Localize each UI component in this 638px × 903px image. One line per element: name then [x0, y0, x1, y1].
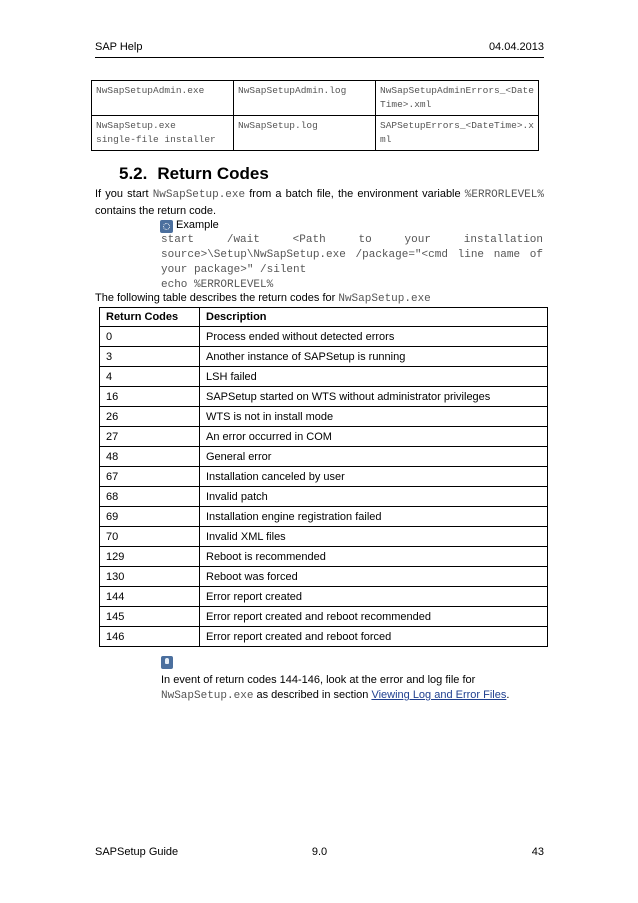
- column-header: Description: [200, 308, 548, 327]
- return-code-cell: 129: [100, 547, 200, 567]
- example-label: Example: [176, 219, 219, 231]
- return-code-cell: 70: [100, 527, 200, 547]
- table-row: [92, 116, 539, 151]
- code-line: your package>" /silent: [161, 264, 307, 276]
- table-row: [100, 487, 548, 507]
- description-cell: Invalid XML files: [200, 527, 548, 547]
- table-row: [100, 467, 548, 487]
- return-code-cell: 4: [100, 367, 200, 387]
- table-cell: [376, 81, 539, 116]
- return-code-cell: 3: [100, 347, 200, 367]
- description-cell: WTS is not in install mode: [200, 407, 548, 427]
- table-row: [100, 447, 548, 467]
- description-cell: Reboot is recommended: [200, 547, 548, 567]
- example-icon: [160, 220, 173, 233]
- table-cell: NwSapSetup.log: [234, 116, 376, 151]
- return-code-cell: 16: [100, 387, 200, 407]
- inline-code: NwSapSetup.exe: [161, 690, 254, 702]
- note-paragraph: [161, 673, 544, 704]
- return-code-cell: 26: [100, 407, 200, 427]
- description-cell: General error: [200, 447, 548, 467]
- return-code-cell: 67: [100, 467, 200, 487]
- code-line: source>\Setup\NwSapSetup.exe /package="<cmd line name of: [161, 249, 543, 261]
- footer-doc-title: SAPSetup Guide: [95, 846, 179, 858]
- table-row: [100, 387, 548, 407]
- table-cell: [376, 116, 539, 151]
- description-cell: An error occurred in COM: [200, 427, 548, 447]
- table-row: [100, 527, 548, 547]
- return-code-cell: 48: [100, 447, 200, 467]
- table-row: [100, 507, 548, 527]
- return-code-cell: 27: [100, 427, 200, 447]
- table-header-row: [100, 308, 548, 327]
- code-line: echo %ERRORLEVEL%: [161, 279, 274, 291]
- table-intro-text: The following table describes the return codes for: [95, 292, 339, 304]
- inline-code: NwSapSetup.exe: [152, 189, 246, 201]
- description-cell: SAPSetup started on WTS without administrator privileges: [200, 387, 548, 407]
- column-header: Return Codes: [100, 308, 200, 327]
- description-cell: Error report created and reboot recommended: [200, 607, 548, 627]
- header-title: SAP Help: [95, 41, 143, 53]
- table-cell: NwSapSetup.exe single-file installer: [92, 116, 234, 151]
- note-text: .: [506, 689, 510, 701]
- table-cell: NwSapSetupAdmin.log: [234, 81, 376, 116]
- page-header: [95, 41, 544, 58]
- files-table: [91, 80, 539, 151]
- footer-version: 9.0: [311, 846, 328, 858]
- note-text: In event of return codes 144-146, look at the error and log file for: [161, 674, 476, 686]
- description-cell: Error report created: [200, 587, 548, 607]
- inline-code: %ERRORLEVEL%: [464, 189, 544, 201]
- description-cell: Error report created and reboot forced: [200, 627, 548, 647]
- section-number: 5.2.: [119, 164, 148, 183]
- intro-paragraph: [95, 186, 544, 219]
- table-cell: NwSapSetupAdmin.exe: [92, 81, 234, 116]
- description-cell: Reboot was forced: [200, 567, 548, 587]
- description-cell: Invalid patch: [200, 487, 548, 507]
- description-cell: Process ended without detected errors: [200, 327, 548, 347]
- return-code-cell: 69: [100, 507, 200, 527]
- description-cell: LSH failed: [200, 367, 548, 387]
- intro-text: If you start: [95, 188, 153, 200]
- example-code-block: [161, 233, 543, 293]
- return-code-cell: 146: [100, 627, 200, 647]
- return-code-cell: 130: [100, 567, 200, 587]
- table-row: [100, 347, 548, 367]
- table-row: [100, 607, 548, 627]
- intro-text: contains the return code.: [95, 205, 217, 217]
- table-row: [100, 427, 548, 447]
- section-title: Return Codes: [157, 164, 269, 183]
- table-row: [100, 367, 548, 387]
- section-heading: [119, 164, 269, 184]
- inline-code: NwSapSetup.exe: [338, 293, 431, 305]
- table-row: [100, 407, 548, 427]
- table-row: [100, 327, 548, 347]
- description-cell: Installation engine registration failed: [200, 507, 548, 527]
- description-cell: Another instance of SAPSetup is running: [200, 347, 548, 367]
- intro-text: from a batch file, the environment variable: [245, 188, 465, 200]
- cell-text-wrapped: NwSapSetupAdminErrors_<DateTime>.xml: [380, 85, 534, 110]
- page-number: 43: [531, 846, 544, 858]
- cell-text-wrapped: SAPSetupErrors_<DateTime>.xml: [380, 120, 534, 145]
- page-footer: [95, 846, 544, 858]
- return-code-cell: 145: [100, 607, 200, 627]
- table-row: [100, 587, 548, 607]
- table-intro: [95, 292, 431, 305]
- section-link[interactable]: Viewing Log and Error Files: [371, 689, 507, 701]
- return-code-cell: 0: [100, 327, 200, 347]
- return-codes-table: [99, 307, 548, 647]
- note-text: as described in section: [253, 689, 372, 701]
- return-code-cell: 144: [100, 587, 200, 607]
- table-row: [100, 567, 548, 587]
- return-code-cell: 68: [100, 487, 200, 507]
- tip-icon: [161, 656, 173, 669]
- code-line: start /wait <Path to your installation: [161, 234, 543, 246]
- table-row: [92, 81, 539, 116]
- table-row: [100, 627, 548, 647]
- description-cell: Installation canceled by user: [200, 467, 548, 487]
- table-row: [100, 547, 548, 567]
- header-date: 04.04.2013: [488, 41, 544, 53]
